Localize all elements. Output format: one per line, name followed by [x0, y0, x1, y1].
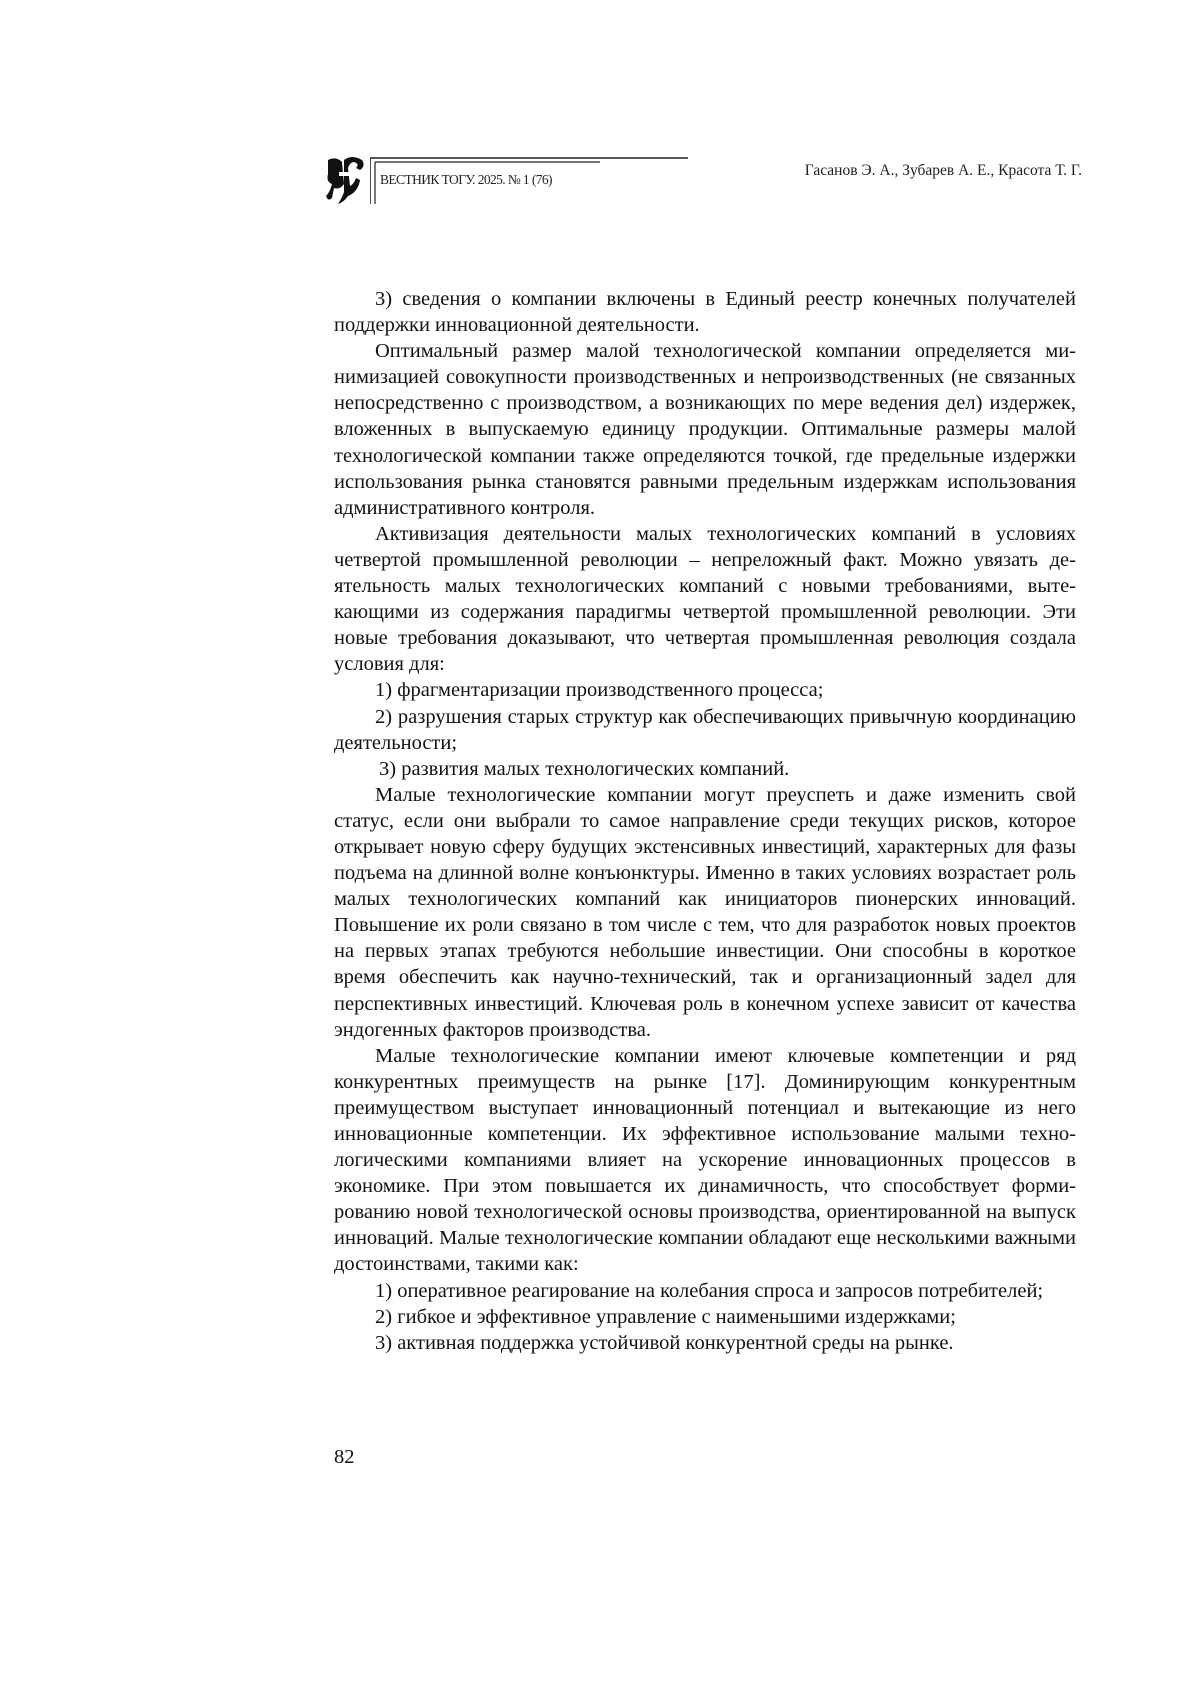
- paragraph: 3) сведения о компании включены в Единый реестр конечных получателей поддержки инновационной деятельности.: [334, 288, 1076, 337]
- list-item: 1) фрагментаризации производственного процесса;: [375, 679, 824, 702]
- list-item: 2) разрушения старых структур как обеспечивающих привычную координацию деятельности;: [334, 705, 1076, 754]
- page-number: 82: [334, 1446, 355, 1468]
- journal-issue-label: ВЕСТНИК ТОГУ. 2025. № 1 (76): [380, 172, 552, 187]
- article-body: [334, 286, 1076, 1356]
- paragraph: Оптимальный размер малой технологической компании определяется минимизацией совокупности производственных и непроизводственных (не связанных непосредственно с производством, а возникающих по мере ведения дел) издержек, вложенных в выпускаемую единицу продукции. Оптимальные размеры малой технологической компании также определяются точкой, где предельные издержки использования рынка становятся равными предельным издержкам использования административного контроля.: [334, 340, 1076, 519]
- paragraph: Активизация деятельности малых технологических компаний в условиях четвертой промышленной революции – непреложный факт. Можно увязать деятельность малых технологических компаний с новыми требованиями, вытекающими из содержания парадигмы четвертой промышленной революции. Эти новые требования доказывают, что четвертая промышленная революция создала условия для:: [334, 522, 1076, 676]
- list-item: 3) активная поддержка устойчивой конкурентной среды на рынке.: [375, 1331, 954, 1354]
- running-header: [322, 150, 1082, 210]
- paragraph: Малые технологические компании могут преуспеть и даже изменить свой статус, если они выбрали то самое направление среди текущих рисков, которое открывает новую сферу будущих экстенсивных инвестиций, характерных для фазы подъема на длинной волне конъюнктуры. Именно в таких условиях возрастает роль малых технологических компаний как инициаторов пионерских инноваций. Повышение их роли связано в том числе с тем, что для разработок новых проектов на первых этапах требуются небольшие инвестиции. Они способны в короткое время обеспечить как научно-технический, так и организационный задел для перспективных инвестиций. Ключевая роль в конечном успехе зависит от качества эндогенных факторов производства.: [334, 783, 1076, 1041]
- list-item: 1) оперативное реагирование на колебания спроса и запросов потребителей;: [375, 1279, 1044, 1302]
- paragraph: Малые технологические компании имеют ключевые компетенции и ряд конкурентных преимуществ на рынке [17]. Доминирующим конкурентным преимуществом выступает инновационный потенциал и вытекающие из него инновационные компетенции. Их эффективное использование малыми технологическими компаниями влияет на ускорение инновационных процессов в экономике. При этом повышается их динамичность, что способствует формированию новой технологической основы производства, ориентированной на выпуск инноваций. Малые технологические компании обладают еще несколькими важными достоинствами, такими как:: [334, 1044, 1076, 1276]
- list-item: 2) гибкое и эффективное управление с наименьшими издержками;: [375, 1305, 956, 1328]
- list-item: 3) развития малых технологических компаний.: [379, 757, 790, 780]
- running-header-authors: Гасанов Э. А., Зубарев А. Е., Красота Т. Г.: [804, 162, 1082, 179]
- journal-logo-icon: [322, 154, 368, 206]
